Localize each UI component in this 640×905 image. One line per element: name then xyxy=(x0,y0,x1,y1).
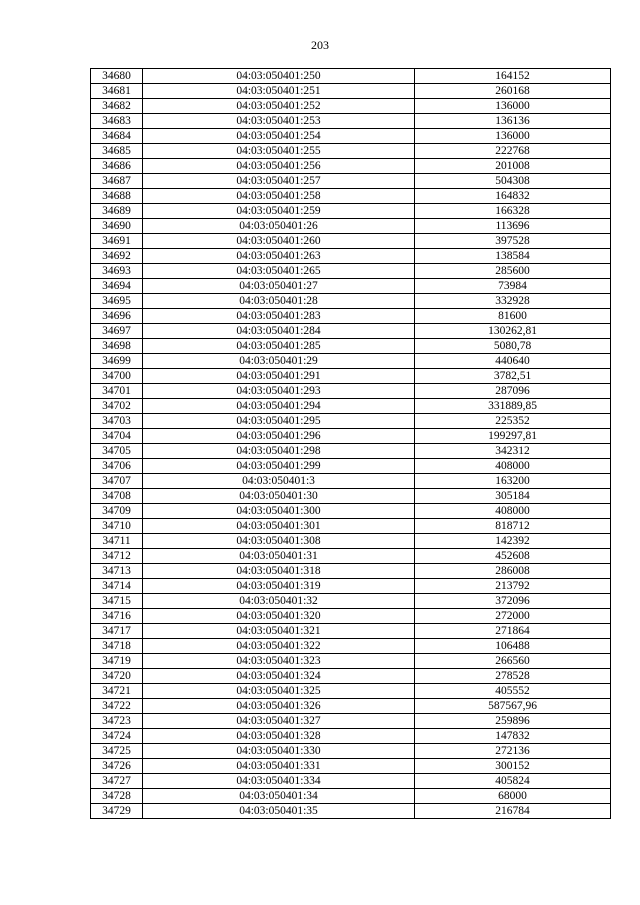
cadastral-number-cell: 04:03:050401:320 xyxy=(143,609,415,624)
value-cell: 216784 xyxy=(415,804,611,819)
table-row xyxy=(91,639,611,654)
table-row xyxy=(91,429,611,444)
value-cell: 272136 xyxy=(415,744,611,759)
value-cell: 342312 xyxy=(415,444,611,459)
table-row xyxy=(91,234,611,249)
value-cell: 300152 xyxy=(415,759,611,774)
cadastral-number-cell: 04:03:050401:30 xyxy=(143,489,415,504)
row-number-cell: 34721 xyxy=(91,684,143,699)
table-row xyxy=(91,624,611,639)
table-row xyxy=(91,384,611,399)
row-number-cell: 34699 xyxy=(91,354,143,369)
value-cell: 587567,96 xyxy=(415,699,611,714)
row-number-cell: 34691 xyxy=(91,234,143,249)
table-row xyxy=(91,594,611,609)
cadastral-number-cell: 04:03:050401:334 xyxy=(143,774,415,789)
cadastral-number-cell: 04:03:050401:34 xyxy=(143,789,415,804)
row-number-cell: 34709 xyxy=(91,504,143,519)
value-cell: 199297,81 xyxy=(415,429,611,444)
table-row xyxy=(91,264,611,279)
row-number-cell: 34707 xyxy=(91,474,143,489)
value-cell: 163200 xyxy=(415,474,611,489)
table-row xyxy=(91,774,611,789)
table-row xyxy=(91,414,611,429)
cadastral-number-cell: 04:03:050401:252 xyxy=(143,99,415,114)
table-row xyxy=(91,324,611,339)
value-cell: 504308 xyxy=(415,174,611,189)
value-cell: 405824 xyxy=(415,774,611,789)
cadastral-number-cell: 04:03:050401:31 xyxy=(143,549,415,564)
table-row xyxy=(91,489,611,504)
registry-table xyxy=(90,68,611,819)
table-row xyxy=(91,744,611,759)
row-number-cell: 34693 xyxy=(91,264,143,279)
cadastral-number-cell: 04:03:050401:263 xyxy=(143,249,415,264)
row-number-cell: 34705 xyxy=(91,444,143,459)
cadastral-number-cell: 04:03:050401:26 xyxy=(143,219,415,234)
row-number-cell: 34727 xyxy=(91,774,143,789)
cadastral-number-cell: 04:03:050401:253 xyxy=(143,114,415,129)
cadastral-number-cell: 04:03:050401:301 xyxy=(143,519,415,534)
row-number-cell: 34681 xyxy=(91,84,143,99)
value-cell: 106488 xyxy=(415,639,611,654)
cadastral-number-cell: 04:03:050401:293 xyxy=(143,384,415,399)
table-row xyxy=(91,669,611,684)
cadastral-number-cell: 04:03:050401:318 xyxy=(143,564,415,579)
row-number-cell: 34686 xyxy=(91,159,143,174)
value-cell: 285600 xyxy=(415,264,611,279)
value-cell: 136000 xyxy=(415,129,611,144)
cadastral-number-cell: 04:03:050401:331 xyxy=(143,759,415,774)
value-cell: 136000 xyxy=(415,99,611,114)
table-row xyxy=(91,654,611,669)
row-number-cell: 34728 xyxy=(91,789,143,804)
row-number-cell: 34716 xyxy=(91,609,143,624)
row-number-cell: 34725 xyxy=(91,744,143,759)
cadastral-number-cell: 04:03:050401:259 xyxy=(143,204,415,219)
table-row xyxy=(91,189,611,204)
value-cell: 305184 xyxy=(415,489,611,504)
table-row xyxy=(91,759,611,774)
cadastral-number-cell: 04:03:050401:285 xyxy=(143,339,415,354)
table-row xyxy=(91,549,611,564)
cadastral-number-cell: 04:03:050401:326 xyxy=(143,699,415,714)
cadastral-number-cell: 04:03:050401:284 xyxy=(143,324,415,339)
value-cell: 147832 xyxy=(415,729,611,744)
value-cell: 3782,51 xyxy=(415,369,611,384)
value-cell: 164152 xyxy=(415,69,611,84)
table-row xyxy=(91,99,611,114)
cadastral-number-cell: 04:03:050401:35 xyxy=(143,804,415,819)
page-number: 203 xyxy=(311,38,329,52)
row-number-cell: 34703 xyxy=(91,414,143,429)
row-number-cell: 34689 xyxy=(91,204,143,219)
value-cell: 73984 xyxy=(415,279,611,294)
cadastral-number-cell: 04:03:050401:258 xyxy=(143,189,415,204)
table-row xyxy=(91,249,611,264)
value-cell: 222768 xyxy=(415,144,611,159)
value-cell: 260168 xyxy=(415,84,611,99)
value-cell: 225352 xyxy=(415,414,611,429)
table-row xyxy=(91,699,611,714)
row-number-cell: 34724 xyxy=(91,729,143,744)
table-row xyxy=(91,294,611,309)
cadastral-number-cell: 04:03:050401:294 xyxy=(143,399,415,414)
row-number-cell: 34685 xyxy=(91,144,143,159)
row-number-cell: 34717 xyxy=(91,624,143,639)
value-cell: 138584 xyxy=(415,249,611,264)
cadastral-number-cell: 04:03:050401:3 xyxy=(143,474,415,489)
value-cell: 259896 xyxy=(415,714,611,729)
table-row xyxy=(91,144,611,159)
value-cell: 331889,85 xyxy=(415,399,611,414)
value-cell: 287096 xyxy=(415,384,611,399)
cadastral-number-cell: 04:03:050401:251 xyxy=(143,84,415,99)
table-row xyxy=(91,279,611,294)
cadastral-number-cell: 04:03:050401:283 xyxy=(143,309,415,324)
value-cell: 201008 xyxy=(415,159,611,174)
row-number-cell: 34715 xyxy=(91,594,143,609)
cadastral-number-cell: 04:03:050401:255 xyxy=(143,144,415,159)
cadastral-number-cell: 04:03:050401:299 xyxy=(143,459,415,474)
registry-table-body xyxy=(91,69,611,819)
table-row xyxy=(91,174,611,189)
value-cell: 397528 xyxy=(415,234,611,249)
value-cell: 405552 xyxy=(415,684,611,699)
cadastral-number-cell: 04:03:050401:295 xyxy=(143,414,415,429)
cadastral-number-cell: 04:03:050401:250 xyxy=(143,69,415,84)
cadastral-number-cell: 04:03:050401:296 xyxy=(143,429,415,444)
cadastral-number-cell: 04:03:050401:29 xyxy=(143,354,415,369)
row-number-cell: 34718 xyxy=(91,639,143,654)
value-cell: 271864 xyxy=(415,624,611,639)
table-row xyxy=(91,69,611,84)
cadastral-number-cell: 04:03:050401:327 xyxy=(143,714,415,729)
table-row xyxy=(91,159,611,174)
value-cell: 68000 xyxy=(415,789,611,804)
table-row xyxy=(91,684,611,699)
value-cell: 286008 xyxy=(415,564,611,579)
row-number-cell: 34697 xyxy=(91,324,143,339)
table-row xyxy=(91,579,611,594)
cadastral-number-cell: 04:03:050401:324 xyxy=(143,669,415,684)
cadastral-number-cell: 04:03:050401:260 xyxy=(143,234,415,249)
row-number-cell: 34688 xyxy=(91,189,143,204)
cadastral-number-cell: 04:03:050401:257 xyxy=(143,174,415,189)
value-cell: 266560 xyxy=(415,654,611,669)
row-number-cell: 34723 xyxy=(91,714,143,729)
table-row xyxy=(91,219,611,234)
cadastral-number-cell: 04:03:050401:322 xyxy=(143,639,415,654)
row-number-cell: 34719 xyxy=(91,654,143,669)
row-number-cell: 34684 xyxy=(91,129,143,144)
value-cell: 408000 xyxy=(415,459,611,474)
row-number-cell: 34692 xyxy=(91,249,143,264)
value-cell: 166328 xyxy=(415,204,611,219)
table-row xyxy=(91,129,611,144)
table-row xyxy=(91,444,611,459)
table-row xyxy=(91,609,611,624)
cadastral-number-cell: 04:03:050401:328 xyxy=(143,729,415,744)
table-row xyxy=(91,504,611,519)
table-row xyxy=(91,84,611,99)
cadastral-number-cell: 04:03:050401:256 xyxy=(143,159,415,174)
value-cell: 278528 xyxy=(415,669,611,684)
table-row xyxy=(91,564,611,579)
table-row xyxy=(91,804,611,819)
cadastral-number-cell: 04:03:050401:32 xyxy=(143,594,415,609)
row-number-cell: 34682 xyxy=(91,99,143,114)
value-cell: 818712 xyxy=(415,519,611,534)
cadastral-number-cell: 04:03:050401:319 xyxy=(143,579,415,594)
row-number-cell: 34683 xyxy=(91,114,143,129)
cadastral-number-cell: 04:03:050401:291 xyxy=(143,369,415,384)
cadastral-number-cell: 04:03:050401:321 xyxy=(143,624,415,639)
cadastral-number-cell: 04:03:050401:298 xyxy=(143,444,415,459)
cadastral-number-cell: 04:03:050401:254 xyxy=(143,129,415,144)
cadastral-number-cell: 04:03:050401:300 xyxy=(143,504,415,519)
row-number-cell: 34687 xyxy=(91,174,143,189)
row-number-cell: 34694 xyxy=(91,279,143,294)
row-number-cell: 34720 xyxy=(91,669,143,684)
table-row xyxy=(91,339,611,354)
value-cell: 142392 xyxy=(415,534,611,549)
table-row xyxy=(91,459,611,474)
value-cell: 164832 xyxy=(415,189,611,204)
table-row xyxy=(91,789,611,804)
row-number-cell: 34714 xyxy=(91,579,143,594)
row-number-cell: 34700 xyxy=(91,369,143,384)
row-number-cell: 34712 xyxy=(91,549,143,564)
value-cell: 452608 xyxy=(415,549,611,564)
row-number-cell: 34695 xyxy=(91,294,143,309)
value-cell: 213792 xyxy=(415,579,611,594)
cadastral-number-cell: 04:03:050401:330 xyxy=(143,744,415,759)
value-cell: 408000 xyxy=(415,504,611,519)
table-row xyxy=(91,114,611,129)
row-number-cell: 34726 xyxy=(91,759,143,774)
table-row xyxy=(91,354,611,369)
row-number-cell: 34696 xyxy=(91,309,143,324)
row-number-cell: 34708 xyxy=(91,489,143,504)
row-number-cell: 34729 xyxy=(91,804,143,819)
value-cell: 130262,81 xyxy=(415,324,611,339)
row-number-cell: 34680 xyxy=(91,69,143,84)
row-number-cell: 34701 xyxy=(91,384,143,399)
table-row xyxy=(91,369,611,384)
table-row xyxy=(91,474,611,489)
row-number-cell: 34706 xyxy=(91,459,143,474)
cadastral-number-cell: 04:03:050401:325 xyxy=(143,684,415,699)
table-row xyxy=(91,309,611,324)
cadastral-number-cell: 04:03:050401:28 xyxy=(143,294,415,309)
cadastral-number-cell: 04:03:050401:308 xyxy=(143,534,415,549)
value-cell: 81600 xyxy=(415,309,611,324)
cadastral-number-cell: 04:03:050401:323 xyxy=(143,654,415,669)
row-number-cell: 34710 xyxy=(91,519,143,534)
row-number-cell: 34722 xyxy=(91,699,143,714)
value-cell: 272000 xyxy=(415,609,611,624)
cadastral-number-cell: 04:03:050401:265 xyxy=(143,264,415,279)
row-number-cell: 34690 xyxy=(91,219,143,234)
value-cell: 5080,78 xyxy=(415,339,611,354)
row-number-cell: 34698 xyxy=(91,339,143,354)
row-number-cell: 34704 xyxy=(91,429,143,444)
value-cell: 372096 xyxy=(415,594,611,609)
row-number-cell: 34713 xyxy=(91,564,143,579)
value-cell: 332928 xyxy=(415,294,611,309)
table-row xyxy=(91,204,611,219)
value-cell: 113696 xyxy=(415,219,611,234)
table-row xyxy=(91,729,611,744)
row-number-cell: 34711 xyxy=(91,534,143,549)
table-row xyxy=(91,714,611,729)
row-number-cell: 34702 xyxy=(91,399,143,414)
table-row xyxy=(91,519,611,534)
table-row xyxy=(91,399,611,414)
value-cell: 136136 xyxy=(415,114,611,129)
table-row xyxy=(91,534,611,549)
value-cell: 440640 xyxy=(415,354,611,369)
cadastral-number-cell: 04:03:050401:27 xyxy=(143,279,415,294)
